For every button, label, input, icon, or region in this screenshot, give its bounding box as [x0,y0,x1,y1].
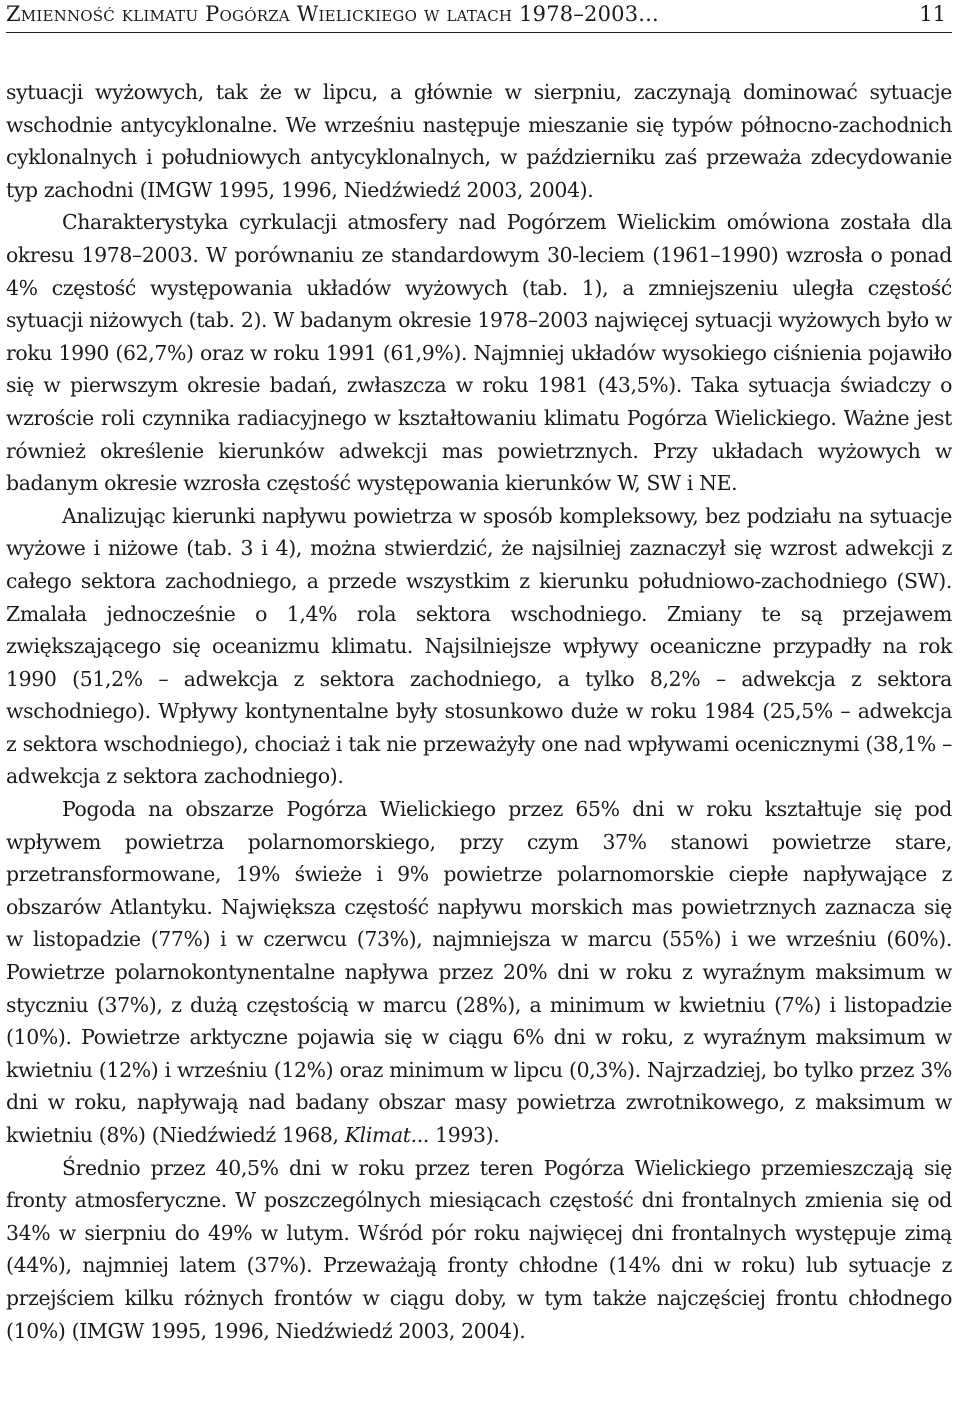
paragraph-air-masses-end: 1993). [429,1123,500,1147]
paragraph-air-masses [6,793,952,1152]
paragraph-circulation: Charakterystyka cyrkulacji atmosfery nad Pogórzem Wielickim omówiona została dla okresu 1978–2003. W porównaniu ze standardowym 30-leciem (1961–1990) wzrosła o ponad 4% częstość występowania układów wyżowych (tab. 1), a zmniejszeniu uległa częstość sytuacji niżowych (tab. 2). W badanym okresie 1978–2003 najwięcej sytuacji wyżowych było w roku 1990 (62,7%) oraz w roku 1991 (61,9%). Najmniej układów wysokiego ciśnienia pojawiło się w pierwszym okresie badań, zwłaszcza w roku 1981 (43,5%). Taka sytuacja świadczy o wzroście roli czynnika radiacyjnego w kształtowaniu klimatu Pogórza Wielickiego. Ważne jest również określenie kierunków adwekcji mas powietrznych. Przy układach wyżowych w badanym okresie wzrosła częstość występowania kierunków W, SW i NE. [6,210,952,496]
paragraph-continuation: sytuacji wyżowych, tak że w lipcu, a głównie w sierpniu, zaczynają dominować sytuacje wschodnie antycyklonalne. We wrześniu następuje mieszanie się typów północno-zachodnich cyklonalnych i południowych antycyklonalnych, w październiku zaś przeważa zdecydowanie typ zachodni (IMGW 1995, 1996, Niedźwiedź 2003, 2004). [6,80,952,202]
paragraph-fronts: Średnio przez 40,5% dni w roku przez teren Pogórza Wielickiego przemieszczają się fronty atmosferyczne. W poszczególnych miesiącach częstość dni frontalnych zmienia się od 34% w sierpniu do 49% w lutym. Wśród pór roku najwięcej dni frontalnych występuje zimą (44%), najmniej latem (37%). Przeważają fronty chłodne (14% dni w roku) lub sytuacje z przejściem kilku różnych frontów w ciągu doby, w tym także najczęściej frontu chłodnego (10%) (IMGW 1995, 1996, Niedźwiedź 2003, 2004). [6,1155,952,1343]
running-title: Zmienność klimatu Pogórza Wielickiego w latach 1978–2003... [6,2,659,26]
paragraph-advection: Analizując kierunki napływu powietrza w sposób kompleksowy, bez podziału na sytuacje wyżowe i niżowe (tab. 3 i 4), można stwierdzić, że najsilniej zaznaczył się wzrost adwekcji z całego sektora zachodniego, a przede wszystkim z kierunku południowo-zachodniego (SW). Zmalała jednocześnie o 1,4% rola sektora wschodniego. Zmiany te są przejawem zwiększającego się oceanizmu klimatu. Najsilniejsze wpływy oceaniczne przypadły na rok 1990 (51,2% – adwekcja z sektora zachodniego, a tylko 8,2% – adwekcja z sektora wschodniego). Wpływy kontynentalne były stosunkowo duże w roku 1984 (25,5% – adwekcja z sektora wschodniego), chociaż i tak nie przeważyły one nad wpływami ocenicznymi (38,1% – adwekcja z sektora zachodniego). [6,503,952,789]
body-text [6,76,952,1347]
page-number: 11 [919,2,946,26]
running-header [6,0,952,33]
paragraph-air-masses-text: Pogoda na obszarze Pogórza Wielickiego przez 65% dni w roku kształtuje się pod wpływem powietrza polarnomorskiego, przy czym 37% stanowi powietrze stare, przetransformowane, 19% świeże i 9% powietrze polarnomorskie ciepłe napływające z obszarów Atlantyku. Największa częstość napływu morskich mas powietrznych zaznacza się w listopadzie (77%) i w czerwcu (73%), najmniejsza w marcu (55%) i we wrześniu (60%). Powietrze polarnokontynentalne napływa przez 20% dni w roku z wyraźnym maksimum w styczniu (37%), z dużą częstością w marcu (28%), a minimum w kwietniu (7%) i listopadzie (10%). Powietrze arktyczne pojawia się w ciągu 6% dni w roku, z wyraźnym maksimum w kwietniu (12%) i wrześniu (12%) oraz minimum w lipcu (0,3%). Najrzadziej, bo tylko przez 3% dni w roku, napływają nad badany obszar masy powietrza zwrotnikowego, z maksimum w kwietniu (8%) (Niedźwiedź 1968, [6,797,952,1147]
citation-italic: Klimat... [344,1123,430,1147]
